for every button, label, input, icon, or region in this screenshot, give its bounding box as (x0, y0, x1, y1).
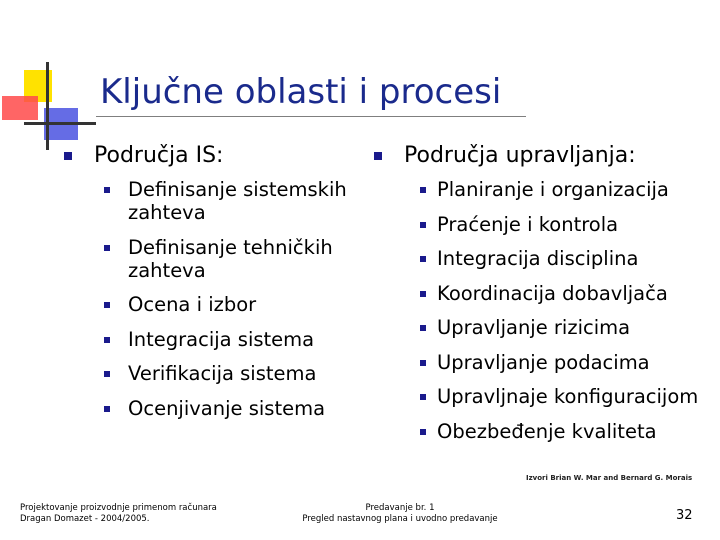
red-square-shape (2, 96, 38, 120)
right-heading (374, 140, 704, 172)
left-list (104, 178, 374, 420)
footer-center (250, 503, 550, 525)
list-item-text: Verifikacija sistema (128, 362, 317, 385)
square-bullet-icon (420, 429, 426, 435)
list-item-text: Praćenje i kontrola (437, 212, 619, 236)
list-item (420, 178, 704, 201)
left-heading (64, 140, 374, 172)
slide-title: Ključne oblasti i procesi (100, 72, 502, 112)
list-item (104, 236, 374, 282)
square-bullet-icon (104, 337, 110, 343)
title-underline (96, 116, 526, 117)
list-item (420, 351, 704, 374)
page-number: 32 (676, 508, 693, 523)
square-bullet-icon (420, 325, 426, 331)
list-item-text: Ocena i izbor (128, 293, 257, 316)
list-item-text: Definisanje tehničkih zahteva (128, 235, 333, 282)
square-bullet-icon (104, 245, 110, 251)
list-item (104, 328, 374, 351)
square-bullet-icon (420, 222, 426, 228)
left-heading-text: Područja IS: (94, 143, 224, 168)
list-item-text: Upravljnaje konfiguracijom (437, 385, 699, 408)
square-bullet-icon (374, 152, 382, 160)
list-item (420, 247, 704, 270)
list-item-text: Definisanje sistemskih zahteva (128, 178, 347, 224)
square-bullet-icon (104, 406, 110, 412)
list-item-text: Integracija sistema (128, 327, 315, 351)
source-note: Izvori Brian W. Mar and Bernard G. Morais (526, 474, 693, 482)
list-item-text: Planiranje i organizacija (437, 178, 669, 201)
square-bullet-icon (104, 187, 110, 193)
list-item-text: Upravljanje rizicima (437, 316, 631, 339)
footer-lecture-title: Pregled nastavnog plana i uvodno predavanje (302, 514, 498, 524)
square-bullet-icon (420, 291, 426, 297)
list-item-text: Ocenjivanje sistema (128, 396, 326, 420)
square-bullet-icon (420, 187, 426, 193)
decorative-vertical-line (46, 62, 49, 150)
list-item (420, 213, 704, 236)
right-column (374, 140, 704, 454)
list-item (104, 293, 374, 316)
right-list (420, 178, 704, 443)
square-bullet-icon (420, 256, 426, 262)
list-item-text: Obezbeđenje kvaliteta (437, 419, 657, 443)
list-item-text: Integracija disciplina (437, 247, 639, 270)
footer-left (20, 503, 217, 525)
list-item-text: Koordinacija dobavljača (437, 281, 668, 305)
footer-lecture-number: Predavanje br. 1 (365, 503, 435, 513)
decorative-logo (0, 0, 100, 150)
square-bullet-icon (104, 371, 110, 377)
list-item (104, 397, 374, 420)
footer-course-title: Projektovanje proizvodnje primenom računara (20, 503, 217, 513)
list-item (104, 362, 374, 385)
square-bullet-icon (104, 302, 110, 308)
decorative-horizontal-line (24, 122, 96, 125)
list-item (420, 282, 704, 305)
list-item (420, 420, 704, 443)
list-item (104, 178, 374, 224)
right-heading-text: Područja upravljanja: (404, 143, 636, 168)
square-bullet-icon (64, 152, 72, 160)
square-bullet-icon (420, 394, 426, 400)
footer-author: Dragan Domazet - 2004/2005. (20, 514, 150, 524)
list-item-text: Upravljanje podacima (437, 350, 650, 374)
list-item (420, 316, 704, 339)
square-bullet-icon (420, 360, 426, 366)
left-column (64, 140, 374, 431)
list-item (420, 385, 704, 408)
